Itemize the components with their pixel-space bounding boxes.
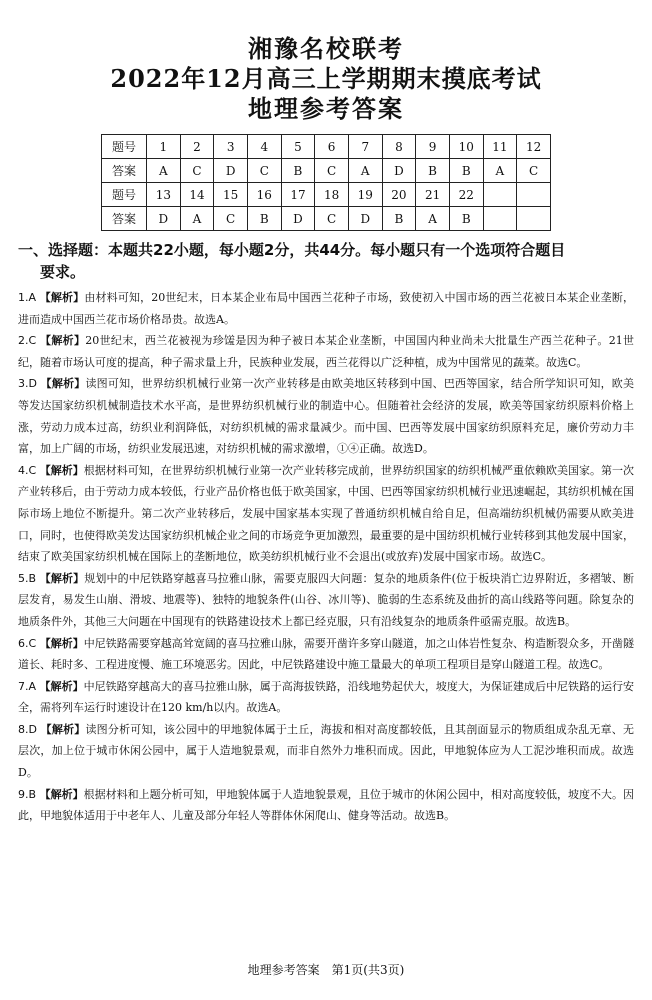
table-cell: 13	[147, 183, 181, 207]
section-heading	[18, 239, 634, 283]
analysis-tag: 【解析】	[40, 722, 86, 736]
item-number: 5.B	[18, 571, 37, 585]
item-text: 读图分析可知，该公园中的甲地貌体属于土丘，海拔和相对高度都较低，且其剖面显示的物质组成杂乱无章、无层次，加上位于城市休闲公园中，属于人造地貌景观，而非自然外力堆积而成。因此，甲地貌体应为人工泥沙堆积而成。故选D。	[18, 722, 635, 780]
item-number: 2.C	[18, 334, 37, 348]
item-number: 8.D	[18, 722, 37, 736]
item-text: 根据材料和上题分析可知，甲地貌体属于人造地貌景观，且位于城市的休闲公园中，相对高度较低，坡度不大。因此，甲地貌体适用于中老年人、儿童及部分年轻人等群体休闲爬山、健身等活动。故选B。	[18, 787, 635, 823]
item-text: 由材料可知，20世纪末，日本某企业布局中国西兰花种子市场，致使初入中国市场的西兰花被日本某企业垄断，进而造成中国西兰花市场价格昂贵。故选A。	[18, 291, 635, 326]
item-text: 20世纪末，西兰花被视为珍馐是因为种子被日本某企业垄断，中国国内种业尚未大批量生产西兰花种子。21世纪，随着市场认可度的提高，种子需求量上升，民族种业发展，西兰花得以广泛种植，成为中国常见的蔬菜。故选C。	[18, 334, 635, 369]
row-label-question: 题号	[102, 135, 147, 159]
item-number: 3.D	[18, 377, 37, 391]
analysis-tag: 【解析】	[40, 334, 86, 348]
table-cell: D	[214, 159, 248, 183]
table-cell: C	[180, 159, 214, 183]
section-heading-continuation: 要求。	[40, 263, 86, 281]
item-number: 9.B	[18, 787, 37, 801]
table-cell: A	[180, 207, 214, 231]
table-cell: A	[483, 159, 517, 183]
table-cell	[483, 183, 517, 207]
table-row	[102, 135, 551, 159]
table-cell: B	[449, 207, 483, 231]
table-cell: B	[449, 159, 483, 183]
list-item	[18, 568, 634, 633]
table-cell: C	[247, 159, 281, 183]
exam-name-title: 2022年12月高三上学期期末摸底考试	[110, 64, 542, 93]
row-label-answer: 答案	[102, 159, 147, 183]
table-cell: 4	[247, 135, 281, 159]
analysis-tag: 【解析】	[39, 291, 85, 304]
table-cell: 20	[382, 183, 416, 207]
table-row	[102, 159, 551, 183]
table-cell: 21	[416, 183, 450, 207]
row-label-answer: 答案	[102, 207, 147, 231]
analysis-tag: 【解析】	[39, 787, 84, 801]
analysis-tag: 【解析】	[39, 463, 84, 477]
table-cell: A	[416, 207, 450, 231]
table-cell: 10	[449, 135, 483, 159]
table-cell: A	[348, 159, 382, 183]
table-cell: 2	[180, 135, 214, 159]
table-row	[102, 207, 551, 231]
table-cell: 12	[517, 135, 551, 159]
table-cell: B	[247, 207, 281, 231]
table-cell	[517, 207, 551, 231]
table-cell: 6	[315, 135, 349, 159]
item-number: 7.A	[18, 679, 37, 693]
table-cell: C	[214, 207, 248, 231]
table-cell: 22	[449, 183, 483, 207]
table-cell: 5	[281, 135, 315, 159]
table-cell: 17	[281, 183, 315, 207]
analysis-tag: 【解析】	[39, 636, 84, 650]
list-item	[18, 460, 634, 568]
analysis-tag: 【解析】	[39, 679, 84, 693]
table-cell: D	[281, 207, 315, 231]
table-cell	[517, 183, 551, 207]
table-cell: D	[348, 207, 382, 231]
list-item	[18, 373, 634, 459]
table-cell: 18	[315, 183, 349, 207]
table-cell: 3	[214, 135, 248, 159]
item-number: 6.C	[18, 636, 37, 650]
table-cell: C	[517, 159, 551, 183]
table-cell: B	[416, 159, 450, 183]
item-text: 读图可知，世界纺织机械行业第一次产业转移是由欧美地区转移到中国、巴西等国家，结合所学知识可知，欧美等发达国家纺织机械制造技术水平高，是世界纺织机械行业的制造中心。但随着社会经济的发展，欧美等国家纺织原料价格上涨，劳动力成本过高，纺织业利润降低，对纺织机械的需求量减少。而中国、巴西等发展中国家纺织原料充足，廉价劳动力丰富，加上广阔的市场，纺织业发展迅速，对纺织机械的需求激增，①④正确。故选D。	[18, 377, 635, 456]
table-cell: B	[382, 207, 416, 231]
list-item	[18, 633, 634, 676]
table-cell: C	[315, 207, 349, 231]
table-cell: 11	[483, 135, 517, 159]
table-row	[102, 183, 551, 207]
table-cell: D	[147, 207, 181, 231]
document-title: 地理参考答案	[248, 94, 404, 123]
table-cell: 7	[348, 135, 382, 159]
table-cell: 1	[147, 135, 181, 159]
table-cell: B	[281, 159, 315, 183]
section-heading-line: 一、选择题：本题共22小题，每小题2分，共44分。每小题只有一个选项符合题目	[18, 241, 566, 259]
page-footer: 地理参考答案 第1页(共3页)	[247, 963, 405, 977]
explanation-list	[18, 287, 634, 827]
item-number: 1.A	[18, 291, 37, 304]
item-number: 4.C	[18, 463, 37, 477]
title-block	[18, 0, 634, 124]
item-text: 根据材料可知，在世界纺织机械行业第一次产业转移完成前，世界纺织国家的纺织机械严重依赖欧美国家。第一次产业转移后，由于劳动力成本较低，行业产品价格也低于欧美国家，中国、巴西等国家纺织机械行业迅速崛起，其纺织机械在国际市场上地位不断提升。第二次产业转移后，发展中国家基本实现了普通纺织机械自给自足，但高端纺织机械仍需要从欧美进口，同时，也使得欧美发达国家纺织机械企业之间的市场竞争更加激烈，最重要的是中国纺织机械行业转移到其他发展中国家，结束了欧美国家纺织机械在国际上的垄断地位，欧美纺织机械行业不会退出(或放弃)发展中国家市场。故选C。	[18, 463, 635, 564]
analysis-tag: 【解析】	[40, 377, 86, 391]
answer-key-table	[101, 134, 551, 231]
row-label-question: 题号	[102, 183, 147, 207]
table-cell: 15	[214, 183, 248, 207]
table-cell: 8	[382, 135, 416, 159]
list-item	[18, 676, 634, 719]
table-cell: D	[382, 159, 416, 183]
list-item	[18, 330, 634, 373]
table-cell: 16	[247, 183, 281, 207]
item-text: 中尼铁路需要穿越高耸宽阔的喜马拉雅山脉，需要开凿许多穿山隧道，加之山体岩性复杂、构造断裂众多，开凿隧道长、耗时多、工程进度慢、施工环境恶劣。因此，中尼铁路建设中施工量最大的单项工程项目是穿山隧道工程。故选C。	[18, 636, 635, 672]
table-cell	[483, 207, 517, 231]
list-item	[18, 719, 634, 784]
item-text: 中尼铁路穿越高大的喜马拉雅山脉，属于高海拔铁路，沿线地势起伏大，坡度大，为保证建成后中尼铁路的运行安全，需将列车运行时速设计在120 km/h以内。故选A。	[18, 679, 635, 715]
list-item	[18, 784, 634, 827]
table-cell: 14	[180, 183, 214, 207]
table-cell: 9	[416, 135, 450, 159]
item-text: 规划中的中尼铁路穿越喜马拉雅山脉，需要克服四大问题：复杂的地质条件(位于板块消亡边界附近，多褶皱、断层发育，易发生山崩、滑坡、地震等)、独特的地貌条件(山谷、冰川等)、脆弱的生态系统及曲折的高山线路等问题。除复杂的地质条件外，其他三大问题在中国现有的铁路建设技术上都已经克服，只有沿线复杂的地质条件亟需克服。故选B。	[18, 571, 635, 628]
table-cell: 19	[348, 183, 382, 207]
table-cell: A	[147, 159, 181, 183]
exam-organizer-title: 湘豫名校联考	[248, 34, 404, 63]
list-item	[18, 287, 634, 330]
analysis-tag: 【解析】	[39, 571, 85, 585]
table-cell: C	[315, 159, 349, 183]
